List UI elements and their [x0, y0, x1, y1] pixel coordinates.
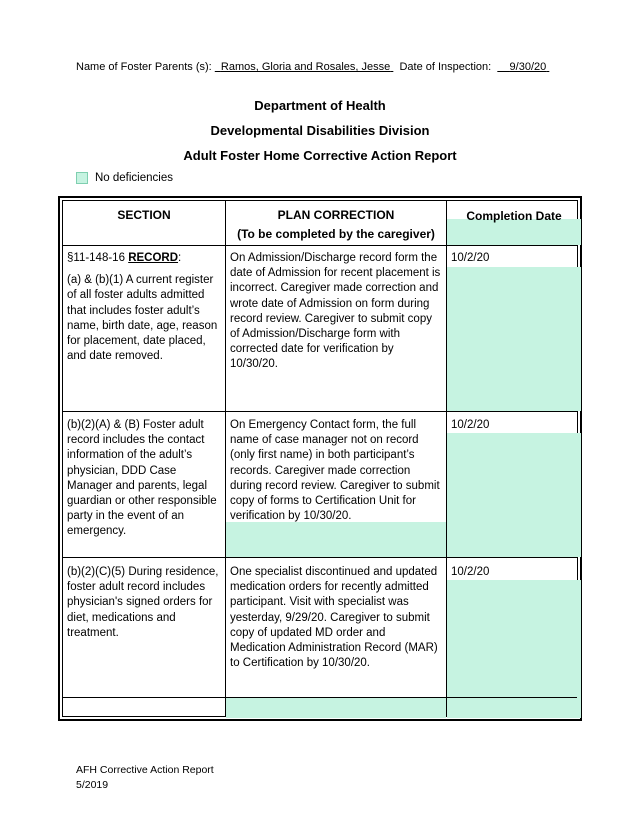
foster-parents-label: Name of Foster Parents (s): [76, 61, 212, 73]
table-row-2-section: (b)(2)(A) & (B) Foster adult record includes the contact information of the adult’s physician, DDD Case Manager and parents, legal guardian or other responsible party in the event of an emergency. [67, 419, 217, 538]
col-date-header: Completion Date [466, 209, 562, 223]
no-deficiencies [76, 172, 173, 184]
inspection-value: 9/30/20 [509, 61, 547, 73]
col-plan-subheader: (To be completed by the caregiver) [237, 227, 435, 241]
footer-title: AFH Corrective Action Report [76, 764, 214, 776]
table-row-1-plan: On Admission/Discharge record form the date of Admission for recent placement is incorrect. Caregiver made correction and wrote date of Admission on form during record review. Caregiver to submit copy of Admission/Discharge form with corrected date for verification by 10/30/20. [230, 252, 441, 371]
table-row-2-plan: On Emergency Contact form, the full name of case manager not on record (only first name) in both participant’s records. Caregiver made correction during record review. Caregiver to submit copy of forms to Certification Unit for verification by 10/30/20. [230, 419, 440, 523]
table-row-3-date: 10/2/20 [451, 566, 490, 578]
col-plan-header: PLAN CORRECTION [277, 208, 395, 222]
foster-parents-value: Ramos, Gloria and Rosales, Jesse [220, 61, 391, 73]
col-section-header: SECTION [117, 208, 171, 222]
division-title: Developmental Disabilities Division [210, 123, 430, 138]
table-row-2-date: 10/2/20 [451, 419, 490, 431]
table-row-1-date: 10/2/20 [451, 252, 490, 264]
no-deficiencies-label: No deficiencies [95, 172, 173, 184]
corrective-action-table [58, 196, 582, 721]
inspection-label: Date of Inspection: [399, 61, 492, 73]
table-row-3-section: (b)(2)(C)(5) During residence, foster adult record includes physician's signed orders for diet, medications and treatment. [67, 566, 219, 639]
header-line [76, 61, 549, 73]
table-row-1-section: §11-148-16 RECORD: (a) & (b)(1) A current register of all foster adults admitted that includes foster adult’s name, birth date, age, reason for placement, date placed, and date removed. [67, 252, 218, 363]
table-row-3-plan: One specialist discontinued and updated medication orders for recently admitted participant. Visit with specialist was yesterday, 9/29/20. Caregiver to submit copy of updated MD order and Medication Administration Record (MAR) to Certification by 10/30/20. [230, 566, 438, 670]
department-title: Department of Health [254, 98, 386, 113]
footer-date: 5/2019 [76, 779, 109, 791]
report-title: Adult Foster Home Corrective Action Report [183, 148, 457, 163]
no-deficiencies-checkbox[interactable] [76, 172, 88, 184]
